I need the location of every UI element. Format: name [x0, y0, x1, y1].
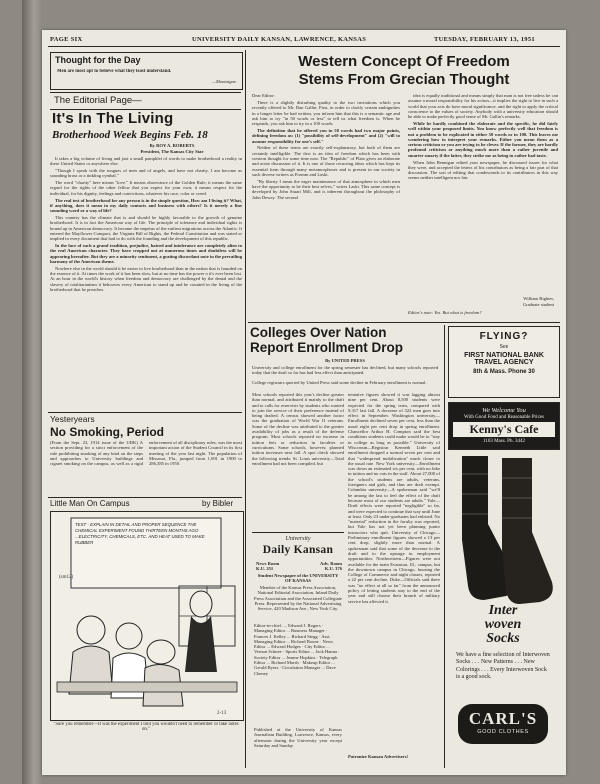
masthead-adv-ext: K.U. 376: [324, 566, 342, 571]
masthead-news-room: News Room: [256, 561, 280, 566]
paragraph: When John Bennigan edited your newspaper, he discussed issues for what they were, and accepted the letters of his contributors as being a fair part of that discussion. The sort of editing that condescends to its contributors in this way seems neither intelligent nor fair.: [408, 159, 558, 181]
editorial-banner: [50, 92, 241, 110]
western-column-1: [252, 100, 400, 322]
paragraph: idea is equally traditional and means simply that man is not free unless he can assume a moral responsibility for his action—it implies the right to live in such a world that your acts do have moral significance, and the right to apply the critical conscience to the values of society. Anybody with a university education should be able to make perfectly good sense of Mr. Gallin's remarks.: [408, 93, 558, 120]
bank-ad-see: See: [499, 344, 509, 350]
svg-text:(sm12): (sm12): [59, 575, 74, 580]
socks-copy: We have a fine selection of Interwoven Socks . . . New Patterns . . . New Colorings . . . Every Interwoven Sock is a good sock.: [456, 652, 550, 680]
cafe-ad-welcome: We Welcome You: [482, 407, 526, 414]
socks-ad: [448, 454, 558, 770]
header-rule: [48, 46, 560, 47]
professor-body: [185, 616, 217, 672]
masthead-student: Student Newspaper of the UNIVERSITY OF KANSAS: [257, 573, 339, 584]
thought-attribution: —Montaigne.: [211, 79, 237, 84]
bank-ad-flying: FLYING?: [479, 331, 529, 342]
svg-text:2-13: 2-13: [217, 711, 227, 716]
cafe-ad-name: Kenny's Cafe: [453, 422, 555, 437]
masthead-adv-room: Adv. Room: [320, 561, 342, 566]
cartoon-title: Little Man On Campus: [50, 499, 130, 508]
thought-title: Thought for the Day: [55, 55, 141, 65]
paragraph: Nowhere else in the world should it be easier to live brotherhood than in the nation that is founded on the essence of it. At times the work of it has been slow, but at no time has the power o it's ever been lost. At an hour in the world's history when freedom and democracy are challenged by the denial and the slavery of totalitarianism it behooves every American to stand up and be counted in the living of the brotherhood that he preaches.: [50, 265, 242, 292]
colleges-headline-1: Colleges Over Nation: [250, 325, 387, 340]
editorial-byline: By ROY A. ROBERTS: [149, 143, 195, 148]
desk-row: [57, 682, 237, 692]
socks-brand-2: woven: [484, 617, 522, 632]
western-headline-1: Western Concept Of Freedom: [298, 53, 510, 70]
editorial-headline: It's In The Living: [52, 110, 174, 127]
cafe-ad-address: 1103 Mass. Ph. 3442: [483, 439, 525, 444]
masthead: [252, 532, 344, 763]
page-number: PAGE SIX: [50, 36, 83, 43]
bank-ad-address: 8th & Mass. Phone 30: [473, 369, 535, 375]
store-name: CARL'S: [468, 709, 538, 728]
socks-brand-1: Inter: [488, 603, 518, 618]
editorial-subhead: Brotherhood Week Begins Feb. 18: [52, 129, 208, 141]
store-logo: [458, 704, 548, 744]
yesteryears-body: (From the Sept. 23, 1914 issue of the UDK) A section providing for a strict enforcement of the rule prohibiting smoking of any kind on the steps and approaches to University buildings and cigaret smoking on the campus, as well as a rigid enforcement of all disciplinary rules, was the most important action of the Student Council in its first meeting of the year last night. The population of Missouri, Fla., jumped from 1,691 in 1900 to 286,385 in 1950.: [50, 440, 242, 467]
bank-ad-name: FIRST NATIONAL BANK: [464, 352, 544, 359]
sock-right-icon: [502, 458, 553, 604]
cafe-ad-tagline: With Good Food and Reasonable Prices: [464, 415, 544, 420]
socks-illustration: [448, 454, 558, 614]
paper-name: UNIVERSITY DAILY KANSAN, LAWRENCE, KANSAS: [192, 36, 367, 43]
western-signature-title: Graduate student: [522, 302, 554, 307]
binder-edge: [22, 0, 42, 784]
bank-ad-agency: TRAVEL AGENCY: [474, 359, 534, 366]
bank-ad: [448, 326, 560, 398]
paragraph: In the face of such a grand tradition, prejudice, hatred and intolerance are completely alien to the real American character. They have cropped out at numerous times and doubtless will be appearing hereafter. But they are a minority sentiment, a grating discordant note in the prevailing harmony of the American theme.: [50, 242, 242, 264]
paragraph: There is a slightly disturbing quality to the two invitations which you recently offered to Mr. Dan Gallin. First, in order to clarify certain ambiguities in a longer letter he had written, you inform him that this is a semantic age and ask him to try "in 50 words or less" to tell us what freedom is. When he responds, you ask him to try in a 100 words.: [252, 100, 400, 127]
colleges-headline-2: Report Enrollment Drop: [250, 340, 404, 355]
blackboard-text: TEST - EXPLAIN IN DETAIL AND PROPER SEQUENCE THE CHEMICAL EXPERIMENT FOUND THIRTEEN MONTHS AGO ...ELECTRICITY, CHEMICALS, ETC. AND HEAT USED TO MAKE RUBBER: [75, 522, 205, 545]
thought-quote: Men are most apt to believe what they least understand.: [57, 69, 172, 74]
mid-rule: [248, 322, 560, 323]
masthead-staff: Editor-in-chief .... Edward J. Rogers · Managing Editor ... Business Manager · Frances J. Kelley ... Richard Stegg · Asst. Managing Editor ... Richard Boone · News Editor ... Edward Hodges · City Editor ... Vernon Schnee · Sports Editor ... Jack Hanna · Society Editor ... Jeanne Hopkins · Telegraph Editor ... Richard Marsh · Makeup Editor ... Gerald Byers · Circulation Manager ... Dave Cheney: [254, 623, 340, 676]
colleges-column-2: tentative figures showed it was lagging almost nine per cent. About 8,500 students were expected for the spring term, compared with 9,317 last fall. A decrease of 322 men goes into effect in September. Washington university—Enrollment declined seven per cent, less than the usual eight per cent drop in spring enrollment. Chancellor Arthur H. Compton said the best conditions students could make would be to "stay in college as long as possible." University of Wisconsin—Registrar Kenneth Little said enrollment dropped a normal seven per cent and that "widespread mobilization" much closer to the usual rate. New York university—Enrollment was down an estimated six per cent, with no hike in tuition and no cuts in the staff. About 27,000 of the school's students are adults, veterans, foreigners and girls, and thus are draft exempt. Columbia university—A spokesman said "we'll be among the last to feel the effect of the draft because most of our students are adults." Yale—Draft effects were reported "negligible" so far, and were expected to continue that way until June at least. Only 23 under-graduates had enlisted. No "material" reduction in the faculty was reported, but Yale has not yet been planning junior instructors who quit. University of Chicago—Preliminary enrollment figures showed a 13 per cent drop, slightly more than normal. A spokesman said that some of the decrease to the draft and to the upsurge in employment opportunities. Northwestern—Figures were not available for the main Evanston, Ill., campus, but the downtown campus in Chicago, housing the College of Commerce and night classes, reported a 22 per cent decline. Duke—Officials said there was "no effect at all so far" from the announced policy of letting students stay to the end of the year and still choose their branch of military service has affected it.: [348, 392, 440, 604]
western-editor-note: Editor's note: Yes. But what is freedom?: [408, 310, 482, 315]
colleges-signoff: Patronize Kansan Advertisers!: [348, 754, 409, 759]
paragraph: While he hardly combined the elaborate and the specific, he did fairly well within your proposed limits. You know perfectly well that freedom is not a problem to be explicated in either 50 words or in 100. This leaves me wondering how to interpret your remarks. Either you mean them as a serious criticism or you are trying to be clever. If the former, they are hardly profound criticism or anything much more than a rather juvenile and smarter smarty if the latter, they strike me as being in rather bad taste.: [408, 120, 558, 158]
student-head-2: [116, 623, 142, 649]
western-headline-2: Stems From Grecian Thought: [298, 71, 510, 88]
yesteryears-rule: [48, 412, 242, 413]
editorial-byline-title: President, The Kansas City Star: [140, 149, 204, 154]
cartoon-panel: [50, 511, 244, 721]
colleges-column-1: Most schools reported this year's decline greater than normal, and attributed it mainly to the draft and to calls for reservists by students who wanted to join the service of their preference instead of being drafted. A census showed another factor was the graduation of World War II veterans. Some of the decline was attributed to the greater availability of jobs as a result of the defense program. Most schools reported no increase in tuition fees or reduction in faculties or curriculums. Some schools, however, planned tuition increases next fall. A spot check showed the following trends: St. Louis university—Total enrollment had not been compiled, but: [252, 392, 344, 466]
masthead-footer: Published at the University of Kansas Journalism Building, Lawrence, Kansas, every afternoon during the University year except Saturday and Sunday.: [254, 727, 342, 748]
paragraph: This country has the climate that is and should be highly favorable to the growth of genuine brotherhood. It is in fact the American way of life. The principle of tolerance and individual rights is bound up in American democracy. It became the impetus of the earliest migrations across the Atlantic. It entered the Mayflower Compact, the Virginia Bill of Rights, the Federal Constitution and was stated or implied in every document that had to do with the founding and the development of this republic.: [50, 214, 242, 242]
socks-brand-3: Socks: [486, 631, 520, 646]
masthead-info: Member of the Kansas Press Association, National Editorial Association, Inland Daily Press Association and the Associated Collegiate Press. Represented by the National Advertising Service, 420 Madison Ave., New York City.: [254, 585, 342, 612]
editorial-section: The Editorial Page—: [54, 95, 142, 106]
paragraph: The definition that he offered you in 50 words had two major points, defining freedom as: (1) "possibility of self-development" and (2) "will to assume responsibility for one's self.": [252, 127, 400, 144]
paragraph: The real test of brotherhood for any person is in the simple question, How am I living it? What, if anything, does it mean in my daily contacts and business with others? Is it merely a fine sounding word or a way of life?: [50, 197, 242, 214]
western-signature: William Righter,: [523, 296, 554, 301]
cartoon-rule: [48, 497, 242, 498]
store-tagline: GOOD CLOTHES: [477, 729, 529, 735]
ad-column-rule: [444, 325, 445, 768]
western-column-2: [408, 93, 558, 293]
paragraph: "By liberty I mean the eager maintenance of that atmosphere in which men have the opportunity to be their best selves," writes Laski. This same concept is developed by John Stuart Mill, and is inherent throughout the philosophy of John Dewey. The second: [252, 178, 400, 200]
paragraph: It takes a big volume of living and just a small pamphlet of words to make brotherhood a reality in these United States or anywhere else.: [50, 156, 242, 167]
newspaper-page: [42, 30, 566, 775]
cafe-ad: [448, 402, 560, 450]
colleges-lead-2: College registrars queried by United Press said some decline in February enrollment is normal.: [252, 380, 427, 385]
thought-box: [50, 52, 243, 90]
paragraph: "Though I speak with the tongues of men and of angels, and have not charity, I am become as sounding brass or a tinkling cymbal.": [50, 168, 242, 179]
student-head-3: [147, 640, 175, 664]
colleges-byline: By UNITED PRESS: [325, 358, 365, 363]
yesteryears-headline: No Smoking, Period: [50, 425, 165, 439]
colleges-lead: University and college enrollment for the spring semester has declined, but many schools reported today that the draft so far has had less effect than anticipated.: [252, 365, 438, 376]
masthead-name: Daily Kansan: [262, 544, 334, 556]
column-rule: [245, 50, 246, 768]
masthead-tag: University: [285, 536, 311, 542]
professor-head: [190, 591, 212, 617]
yesteryears-title: Yesteryears: [50, 414, 95, 424]
editorial-body: [50, 156, 242, 410]
issue-date: TUESDAY, FEBRUARY 13, 1951: [434, 36, 535, 43]
student-head-1: [77, 616, 105, 644]
paragraph: Neither of these terms are exactly self-explanatory, but both of them are certainly intelligible. The first is an idea of freedom which has been with western thought for some time now. The "Republic" of Plato gives an elaborate and acute discussion of it. It is one of those recurring ideas which has kept its essential form through many metamorphoses and is present in our society in such diverse writers as Fromm and Laski.: [252, 145, 400, 177]
western-salutation: Dear Editor:: [252, 93, 275, 98]
cartoon-caption: "Sure you remember—It was the experiment I told you wouldn't need to remember or take notes on.": [53, 722, 239, 733]
cartoon-byline: by Bibler: [202, 499, 234, 508]
paragraph: The word "charity" here means "love." It means observance of the Golden Rule; it means the same regard for the rights of the other fellow that you expect for your own; it means respect for the individual, for his dignity, feelings and convictions, whatever his race, color or creed.: [50, 180, 242, 196]
masthead-news-ext: K.U. 251: [256, 566, 274, 571]
